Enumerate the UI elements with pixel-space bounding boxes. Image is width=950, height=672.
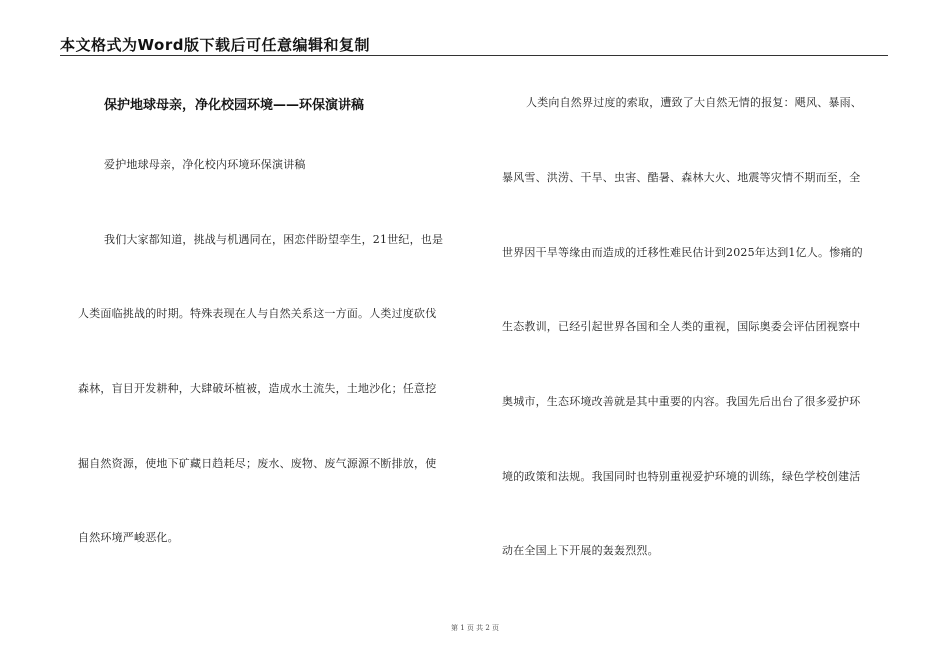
paragraph-line: 奥城市，生态环境改善就是其中重要的内容。我国先后出台了很多爱护环 [502,395,861,408]
paragraph-line: 生态教训，已经引起世界各国和全人类的重视，国际奥委会评估团视察中 [502,320,861,333]
paragraph-line: 人类向自然界过度的索取，遭致了大自然无情的报复：飓风、暴雨、 [526,96,862,109]
paragraph-line: 自然环境严峻恶化。 [78,531,179,544]
page-header: 本文格式为Word版下载后可任意编辑和复制 [60,36,370,54]
paragraph-line: 人类面临挑战的时期。特殊表现在人与自然关系这一方面。人类过度砍伐 [78,307,437,320]
paragraph-line: 暴风雪、洪涝、干旱、虫害、酷暑、森林大火、地震等灾情不期而至，全 [502,171,861,184]
paragraph-line: 世界因干旱等缘由而造成的迁移性难民估计到2025年达到1亿人。惨痛的 [502,246,863,259]
paragraph-line: 掘自然资源，使地下矿藏日趋耗尽；废水、废物、废气源源不断排放，使 [78,457,437,470]
page-number: 第 1 页 共 2 页 [450,624,500,632]
paragraph-line: 我们大家都知道，挑战与机遇同在，困恋伴盼望孪生，21世纪，也是 [104,233,444,246]
paragraph-line: 境的政策和法规。我国同时也特别重视爱护环境的训练，绿色学校创建活 [502,470,861,483]
header-divider [60,55,888,56]
document-title: 保护地球母亲，净化校园环境——环保演讲稿 [104,98,365,113]
paragraph-line: 爱护地球母亲，净化校内环境环保演讲稿 [104,158,306,171]
paragraph-line: 动在全国上下开展的轰轰烈烈。 [502,544,659,557]
paragraph-line: 森林，盲目开发耕种，大肆破坏植被，造成水土流失，土地沙化；任意挖 [78,382,437,395]
